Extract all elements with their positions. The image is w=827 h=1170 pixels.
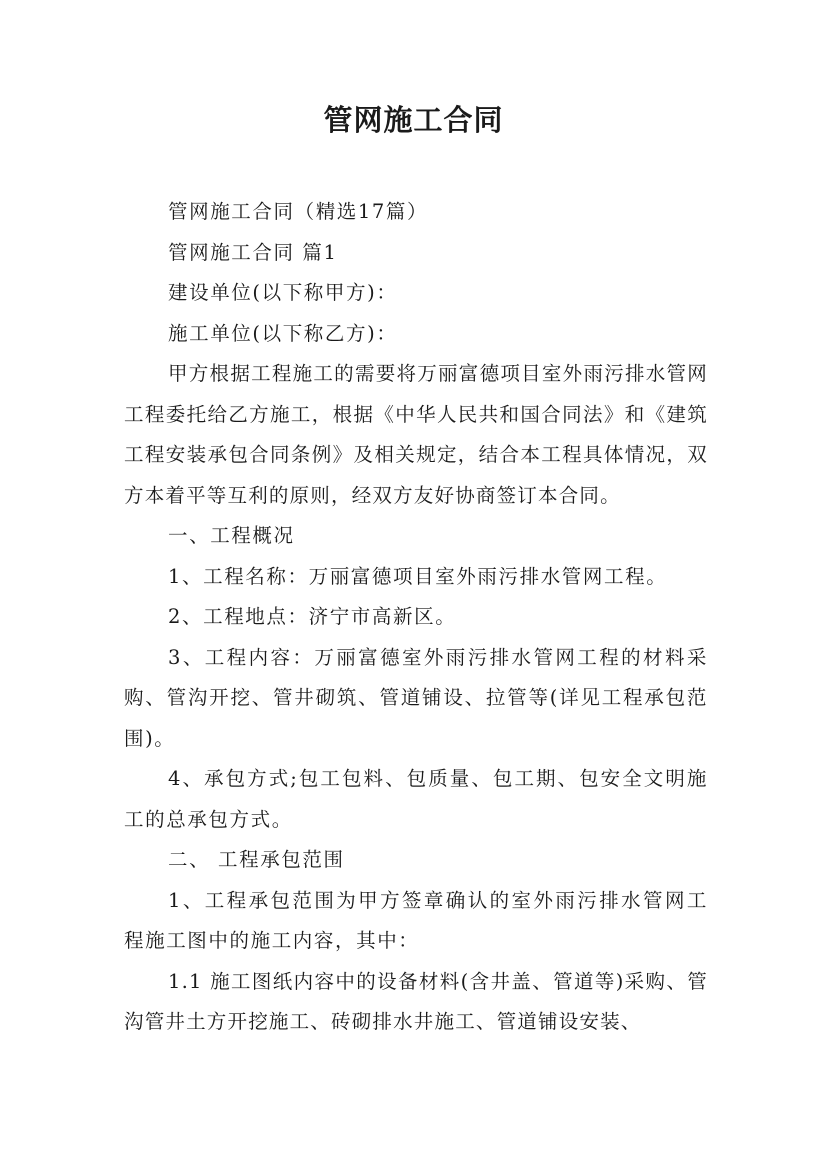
paragraph-contract-mode: 4、承包方式;包工包料、包质量、包工期、包安全文明施工的总承包方式。 — [124, 767, 708, 831]
section-heading-overview: 一、工程概况 — [168, 524, 295, 547]
paragraph-scope: 1、工程承包范围为甲方签章确认的室外雨污排水管网工程施工图中的施工内容，其中： — [124, 888, 708, 952]
paragraph-project-location: 2、工程地点：济宁市高新区。 — [168, 605, 457, 628]
section-heading-scope: 二、 工程承包范围 — [168, 848, 345, 871]
document-title: 管网施工合同 — [323, 103, 504, 137]
paragraph-project-content: 3、工程内容：万丽富德室外雨污排水管网工程的材料采购、管沟开挖、管井砌筑、管道铺设、拉管等(详见工程承包范围)。 — [124, 645, 708, 750]
paragraph-scope-detail: 1.1 施工图纸内容中的设备材料(含井盖、管道等)采购、管沟管井土方开挖施工、砖砌排水井施工、管道铺设安装、 — [124, 969, 708, 1033]
paragraph-project-name: 1、工程名称：万丽富德项目室外雨污排水管网工程。 — [168, 564, 668, 588]
document-body — [124, 192, 708, 1043]
paragraph-party-a: 建设单位(以下称甲方)： — [168, 281, 398, 304]
paragraph-party-b: 施工单位(以下称乙方)： — [168, 321, 398, 345]
paragraph-subtitle: 管网施工合同（精选17篇） — [168, 200, 429, 223]
paragraph-chapter-heading: 管网施工合同 篇1 — [168, 240, 338, 264]
paragraph-preamble: 甲方根据工程施工的需要将万丽富德项目室外雨污排水管网工程委托给乙方施工，根据《中华人民共和国合同法》和《建筑工程安装承包合同条例》及相关规定，结合本工程具体情况，双方本着平等互利的原则，经双方友好协商签订本合同。 — [124, 362, 708, 507]
